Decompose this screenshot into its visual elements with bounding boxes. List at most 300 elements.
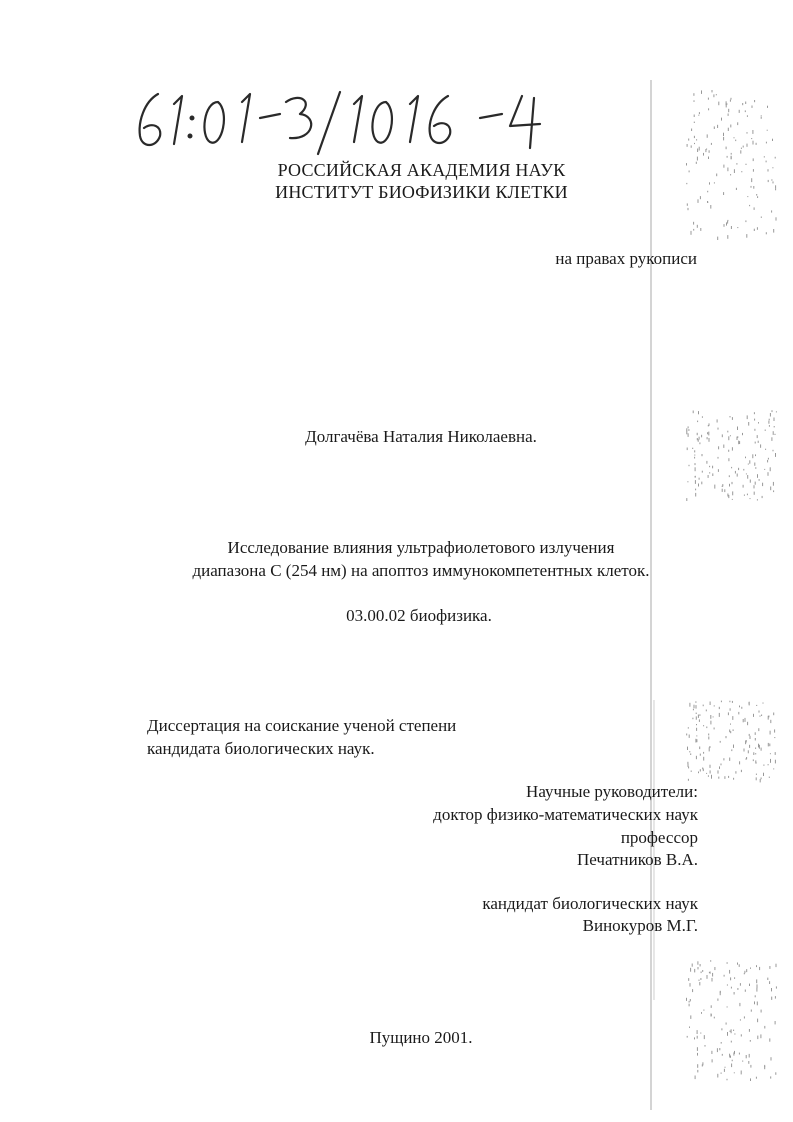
scan-speckle — [724, 975, 725, 977]
scan-speckle — [775, 1021, 776, 1024]
scan-speckle — [768, 421, 769, 424]
scan-speckle — [692, 989, 693, 992]
scan-speckle — [775, 752, 776, 755]
scan-speckle — [747, 722, 748, 725]
scan-speckle — [687, 203, 688, 205]
scan-speckle — [730, 731, 731, 733]
scan-speckle — [708, 108, 709, 110]
scan-speckle — [754, 1001, 755, 1004]
scan-speckle — [755, 732, 756, 735]
scan-speckle — [696, 713, 697, 714]
scan-speckle — [749, 205, 750, 206]
scan-speckle — [745, 110, 746, 112]
scan-speckle — [698, 484, 699, 487]
scan-speckle — [756, 762, 757, 763]
scan-speckle — [767, 130, 768, 131]
scan-speckle — [724, 1069, 725, 1072]
scan-speckle — [757, 1019, 758, 1023]
scan-speckle — [708, 475, 709, 478]
scan-speckle — [744, 971, 745, 973]
scan-speckle — [707, 975, 708, 979]
scan-speckle — [770, 731, 771, 735]
scan-speckle — [702, 970, 703, 972]
scan-speckle — [732, 491, 733, 495]
scan-speckle — [756, 1077, 757, 1079]
scan-speckle — [703, 1010, 704, 1011]
scan-speckle — [727, 220, 728, 221]
scan-speckle — [761, 778, 762, 780]
scan-speckle — [696, 724, 697, 725]
scan-speckle — [688, 727, 689, 728]
scan-speckle — [689, 735, 690, 738]
scan-speckle — [712, 978, 713, 982]
scan-speckle — [741, 707, 742, 709]
scan-speckle — [699, 714, 700, 716]
scan-speckle — [747, 415, 748, 419]
scan-speckle — [769, 966, 770, 969]
scan-speckle — [714, 1017, 715, 1019]
scan-speckle — [706, 727, 707, 729]
scan-speckle — [739, 964, 740, 967]
scan-speckle — [772, 139, 773, 141]
scan-speckle — [728, 450, 729, 452]
organization-line-1: РОССИЙСКАЯ АКАДЕМИЯ НАУК — [277, 160, 566, 180]
scan-speckle — [718, 102, 719, 106]
scan-speckle — [758, 744, 759, 748]
scan-speckle — [757, 227, 758, 230]
scan-speckle — [711, 143, 712, 145]
scan-speckle — [753, 141, 754, 145]
scan-speckle — [741, 770, 742, 772]
scan-speckle — [773, 768, 774, 769]
scan-speckle — [724, 489, 725, 492]
scan-speckle — [689, 751, 690, 752]
scan-speckle — [687, 747, 688, 750]
scan-speckle — [768, 458, 769, 460]
scan-speckle — [695, 493, 696, 497]
scan-speckle — [729, 484, 730, 487]
scan-speckle — [717, 125, 718, 128]
scan-speckle — [696, 735, 697, 736]
scan-speckle — [718, 770, 719, 773]
scan-speckle — [706, 773, 707, 774]
scan-speckle — [694, 455, 695, 456]
scan-speckle — [714, 485, 715, 489]
scan-speckle — [690, 753, 691, 755]
scan-speckle — [767, 460, 768, 463]
scan-speckle — [747, 115, 748, 117]
scan-speckle — [718, 777, 719, 779]
scan-speckle — [737, 963, 738, 965]
scan-speckle — [691, 145, 692, 147]
scan-speckle — [764, 469, 765, 470]
scan-speckle — [692, 448, 693, 449]
scan-speckle — [698, 715, 699, 718]
scan-speckle — [771, 1057, 772, 1060]
scan-speckle — [731, 987, 732, 989]
scan-speckle — [743, 485, 744, 488]
scan-speckle — [730, 100, 731, 102]
scan-speckle — [759, 745, 760, 749]
scan-speckle — [727, 1006, 728, 1007]
scan-speckle — [730, 977, 731, 980]
scan-speckle — [767, 978, 768, 980]
scan-speckle — [710, 721, 711, 725]
scan-speckle — [726, 101, 727, 105]
scan-speckle — [746, 757, 747, 759]
scan-speckle — [731, 1064, 732, 1068]
scan-speckle — [730, 724, 731, 725]
scan-speckle — [702, 471, 703, 473]
scan-speckle — [737, 122, 738, 125]
specialty-code: 03.00.02 биофизика. — [346, 606, 492, 625]
scan-speckle — [776, 986, 777, 988]
scan-speckle — [731, 467, 732, 468]
scan-speckle — [710, 972, 711, 974]
scan-speckle — [732, 499, 733, 500]
supervisor-2-name: Винокуров М.Г. — [582, 916, 698, 935]
scan-speckle — [693, 709, 694, 711]
scan-speckle — [724, 224, 725, 227]
scan-speckle — [699, 719, 700, 722]
scan-speckle — [737, 988, 738, 990]
scan-speckle — [733, 745, 734, 748]
scan-speckle — [722, 484, 723, 486]
scan-speckle — [688, 208, 689, 210]
scan-speckle — [700, 978, 701, 980]
scan-speckle — [750, 480, 751, 483]
scan-speckle — [688, 139, 689, 141]
scan-speckle — [719, 766, 720, 769]
scan-speckle — [763, 703, 764, 704]
scan-speckle — [708, 734, 709, 736]
scan-speckle — [729, 1054, 730, 1056]
supervisors-heading: Научные руководители: — [526, 782, 698, 801]
scan-speckle — [702, 416, 703, 418]
scan-speckle — [700, 964, 701, 966]
scan-speckle — [711, 1014, 712, 1017]
thesis-title-line-2: диапазона С (254 нм) на апоптоз иммунокомпетентных клеток. — [192, 561, 650, 580]
scan-speckle — [766, 232, 767, 234]
scan-speckle — [776, 217, 777, 220]
scan-speckle — [694, 457, 695, 459]
scan-speckle — [775, 453, 776, 457]
scan-speckle — [746, 234, 747, 238]
scan-speckle — [735, 140, 736, 142]
scan-speckle — [711, 1005, 712, 1008]
scan-speckle — [769, 981, 770, 984]
scan-speckle — [733, 778, 734, 780]
scan-speckle — [697, 225, 698, 228]
scan-speckle — [696, 716, 697, 719]
scan-speckle — [714, 705, 715, 706]
scan-speckle — [759, 711, 760, 713]
scan-speckle — [757, 499, 758, 500]
scan-speckle — [750, 968, 751, 969]
scan-speckle — [770, 413, 771, 417]
scan-speckle — [748, 464, 749, 465]
scan-speckle — [727, 156, 728, 158]
scan-speckle — [700, 769, 701, 771]
scan-speckle — [734, 977, 735, 979]
scan-speckle — [747, 494, 748, 496]
scan-speckle — [753, 759, 754, 761]
scan-speckle — [688, 978, 689, 981]
scan-speckle — [703, 769, 704, 772]
scan-speckle — [719, 1048, 720, 1050]
scan-speckle — [726, 222, 727, 225]
scan-speckle — [717, 237, 718, 240]
scan-speckle — [694, 969, 695, 973]
scan-speckle — [696, 739, 697, 742]
scan-speckle — [754, 100, 755, 102]
scan-speckle — [717, 419, 718, 422]
scan-speckle — [755, 454, 756, 456]
scan-speckle — [769, 744, 770, 747]
scan-speckle — [695, 463, 696, 465]
scan-speckle — [758, 728, 759, 731]
scan-speckle — [721, 118, 722, 121]
scan-speckle — [744, 749, 745, 752]
scan-speckle — [694, 136, 695, 138]
scan-speckle — [739, 706, 740, 708]
scan-speckle — [695, 476, 696, 478]
scan-speckle — [699, 112, 700, 114]
scan-speckle — [706, 461, 707, 464]
scan-speckle — [773, 450, 774, 452]
scan-speckle — [691, 771, 692, 772]
scan-speckle — [749, 702, 750, 704]
scan-speckle — [719, 707, 720, 709]
scan-speckle — [695, 467, 696, 471]
author-name: Долгачёва Наталия Николаевна. — [305, 427, 537, 446]
manuscript-note: на правах рукописи — [555, 249, 697, 268]
scan-speckle — [721, 764, 722, 766]
scan-speckle — [695, 1076, 696, 1080]
scan-speckle — [728, 495, 729, 498]
scan-speckle — [730, 708, 731, 710]
scan-speckle — [771, 988, 772, 991]
scan-speckle — [708, 157, 709, 160]
scan-speckle — [727, 984, 728, 985]
scan-speckle — [765, 449, 766, 450]
scan-speckle — [726, 736, 727, 738]
scan-speckle — [776, 411, 777, 412]
scan-speckle — [770, 753, 771, 754]
scan-speckle — [727, 235, 728, 239]
scan-speckle — [762, 496, 763, 498]
scan-speckle — [729, 730, 730, 733]
scan-speckle — [722, 489, 723, 492]
scan-speckle — [731, 749, 732, 751]
scan-speckle — [774, 729, 775, 732]
scan-speckle — [771, 210, 772, 212]
scan-speckle — [755, 748, 756, 749]
scan-speckle — [692, 964, 693, 967]
scan-speckle — [695, 739, 696, 743]
scan-speckle — [694, 100, 695, 102]
scan-speckle — [749, 734, 750, 736]
scan-speckle — [729, 758, 730, 761]
scan-speckle — [687, 448, 688, 451]
scan-speckle — [770, 487, 771, 491]
scan-speckle — [761, 115, 762, 116]
scan-speckle — [757, 1002, 758, 1006]
scan-speckle — [697, 149, 698, 153]
scan-speckle — [754, 463, 755, 466]
scan-speckle — [764, 1066, 765, 1069]
scan-speckle — [754, 485, 755, 488]
scan-speckle — [694, 143, 695, 144]
scan-speckle — [776, 964, 777, 967]
scan-speckle — [699, 747, 700, 750]
scan-speckle — [743, 469, 744, 471]
scan-speckle — [696, 728, 697, 731]
scan-speckle — [709, 472, 710, 473]
scan-speckle — [697, 421, 698, 423]
scan-speckle — [739, 761, 740, 764]
scan-speckle — [750, 736, 751, 739]
scan-speckle — [766, 142, 767, 144]
scan-speckle — [775, 760, 776, 764]
scan-speckle — [756, 965, 757, 967]
scan-speckle — [691, 129, 692, 132]
scan-speckle — [744, 495, 745, 496]
place-and-year: Пущино 2001. — [369, 1028, 473, 1047]
scan-speckle — [696, 139, 697, 140]
dissertation-line-1: Диссертация на соискание ученой степени — [147, 716, 457, 735]
scan-speckle — [727, 962, 728, 964]
scan-speckle — [701, 482, 702, 485]
scan-speckle — [702, 1062, 703, 1065]
scan-speckle — [723, 758, 724, 760]
scan-speckle — [727, 221, 728, 224]
scan-speckle — [750, 1078, 751, 1081]
scan-speckle — [775, 996, 776, 999]
scan-speckle — [755, 995, 756, 997]
scan-speckle — [729, 970, 730, 974]
scan-speckle — [710, 960, 711, 962]
scan-speckle — [741, 1071, 742, 1075]
scan-speckle — [690, 983, 691, 987]
scan-speckle — [726, 147, 727, 150]
scan-speckle — [693, 222, 694, 225]
scan-speckle — [774, 737, 775, 738]
scan-speckle — [686, 998, 687, 1001]
scan-speckle — [756, 988, 757, 992]
scan-speckle — [745, 220, 746, 222]
supervisor-1-name: Печатников В.А. — [577, 850, 698, 869]
scan-speckle — [710, 205, 711, 209]
scan-speckle — [694, 705, 695, 709]
scan-speckle — [737, 474, 738, 477]
scan-speckle — [716, 94, 717, 95]
scan-speckle — [742, 103, 743, 105]
scan-speckle — [773, 713, 774, 716]
scan-speckle — [745, 990, 746, 992]
scan-speckle — [734, 137, 735, 138]
scan-speckle — [749, 745, 750, 748]
scan-speckle — [750, 498, 751, 499]
scan-speckle — [751, 1010, 752, 1012]
scan-speckle — [717, 999, 718, 1001]
scan-speckle — [764, 156, 765, 157]
scan-speckle — [730, 125, 731, 128]
scan-speckle — [698, 411, 699, 414]
scan-speckle — [728, 458, 729, 461]
scan-speckle — [775, 157, 776, 159]
scan-speckle — [735, 471, 736, 474]
scan-speckle — [729, 475, 730, 477]
scan-speckle — [701, 1012, 702, 1014]
scan-speckle — [753, 714, 754, 717]
scan-speckle — [759, 479, 760, 481]
scan-speckle — [760, 716, 761, 717]
scan-speckle — [748, 422, 749, 426]
scan-speckle — [745, 457, 746, 459]
scan-speckle — [761, 217, 762, 218]
scan-speckle — [743, 719, 744, 722]
scan-speckle — [753, 752, 754, 755]
scan-speckle — [697, 1070, 698, 1073]
scan-speckle — [772, 410, 773, 412]
scan-speckle — [755, 482, 756, 485]
scan-speckle — [690, 999, 691, 1001]
scan-speckle — [754, 419, 755, 421]
scan-speckle — [696, 756, 697, 759]
scan-speckle — [698, 967, 699, 969]
scan-speckle — [728, 776, 729, 778]
scan-speckle — [768, 716, 769, 718]
scan-speckle — [737, 227, 738, 228]
scan-speckle — [710, 702, 711, 706]
scan-speckle — [709, 466, 710, 467]
scan-speckle — [770, 720, 771, 723]
scan-speckle — [757, 984, 758, 988]
scan-speckle — [748, 1061, 749, 1064]
scan-speckle — [687, 144, 688, 147]
scan-speckle — [734, 992, 735, 995]
scan-speckle — [695, 701, 696, 703]
scan-speckle — [749, 1054, 750, 1058]
scan-speckle — [718, 469, 719, 472]
scan-speckle — [700, 754, 701, 756]
scan-speckle — [691, 231, 692, 235]
scan-speckle — [732, 447, 733, 450]
scan-speckle — [754, 229, 755, 231]
scan-speckle — [699, 980, 700, 981]
scan-speckle — [746, 1055, 747, 1058]
scan-speckle — [710, 770, 711, 773]
scan-speckle — [732, 1060, 733, 1062]
scan-speckle — [728, 109, 729, 112]
scan-speckle — [694, 122, 695, 123]
scan-speckle — [728, 128, 729, 131]
scan-speckle — [746, 969, 747, 972]
scan-speckle — [756, 979, 757, 983]
scan-speckle — [757, 474, 758, 478]
scan-speckle — [770, 759, 771, 763]
scan-speckle — [712, 466, 713, 469]
scan-speckle — [755, 467, 756, 469]
scan-speckle — [750, 1065, 751, 1068]
scan-speckle — [714, 967, 715, 970]
scan-speckle — [703, 757, 704, 761]
scan-speckle — [708, 737, 709, 740]
scan-speckle — [709, 150, 710, 153]
scan-speckle — [723, 137, 724, 141]
scan-speckle — [718, 457, 719, 459]
